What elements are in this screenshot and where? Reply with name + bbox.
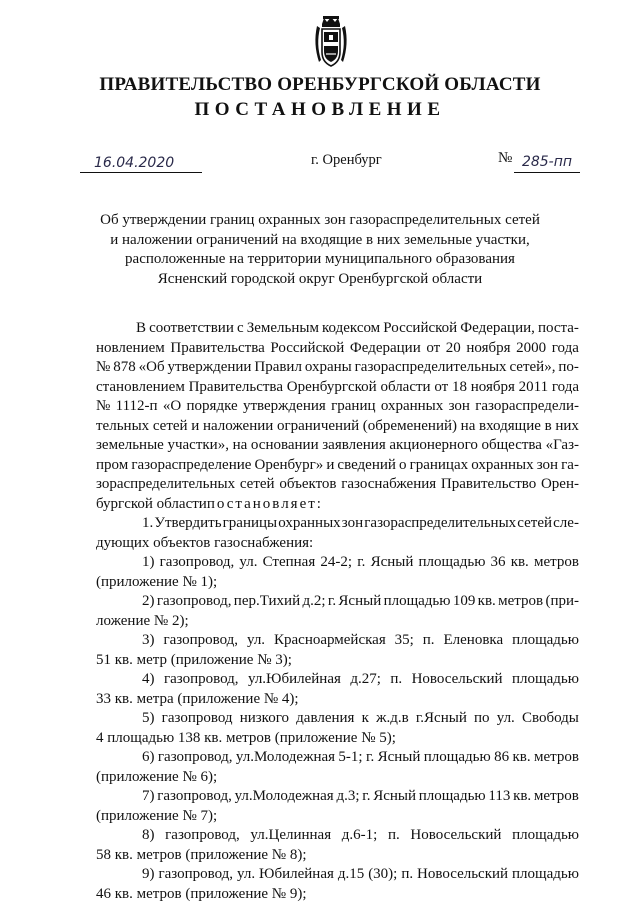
document-city: г. Оренбург bbox=[311, 152, 382, 168]
decree-verb: постановляет: bbox=[206, 495, 323, 512]
list-item: 6) газопровод, ул.Молодежная 5-1; г. Ясный площадью 86 кв. метров bbox=[142, 749, 579, 765]
list-item: 2) газопровод, пер.Тихий д.2; г. Ясный площадью 109 кв. метров (при- bbox=[142, 593, 579, 609]
list-item: 51 кв. метр (приложение № 3); bbox=[96, 651, 292, 668]
list-item: (приложение № 7); bbox=[96, 807, 218, 824]
document-title bbox=[0, 211, 640, 289]
list-item: ложение № 2); bbox=[96, 612, 189, 629]
title-line: расположенные на территории муниципального образования bbox=[125, 251, 515, 267]
preamble-line: становлением Правительства Оренбургской области от 18 ноября 2011 года bbox=[96, 378, 579, 395]
list-item: 58 кв. метров (приложение № 8); bbox=[96, 846, 307, 863]
list-item: 33 кв. метра (приложение № 4); bbox=[96, 690, 299, 707]
preamble-line: земельные участки», на основании заявления акционерного общества «Газ- bbox=[96, 437, 579, 453]
document-date: 16.04.2020 bbox=[80, 153, 202, 173]
preamble-line: № 878 «Об утверждении Правил охраны газораспределительных сетей», по- bbox=[96, 359, 579, 375]
preamble-line bbox=[96, 495, 579, 515]
preamble-line: В соответствии с Земельным кодексом Российской Федерации, поста- bbox=[136, 320, 579, 336]
list-item: 7) газопровод, ул.Молодежная д.3; г. Ясный площадью 113 кв. метров bbox=[142, 788, 579, 804]
list-item: 46 кв. метров (приложение № 9); bbox=[96, 885, 307, 902]
list-item: 5) газопровод низкого давления к ж.д.в г.Ясный по ул. Свободы bbox=[142, 710, 579, 726]
list-item: (приложение № 1); bbox=[96, 573, 218, 590]
document-number: 285-пп bbox=[514, 152, 580, 173]
list-item: (приложение № 6); bbox=[96, 768, 218, 785]
document-body bbox=[96, 319, 579, 904]
preamble-line: зораспределительных сетей объектов газоснабжения Правительство Орен- bbox=[96, 476, 579, 492]
preamble-last-text: бургской области bbox=[96, 495, 207, 512]
point-line: дующих объектов газоснабжения: bbox=[96, 534, 314, 551]
list-item: 4) газопровод, ул.Юбилейная д.27; п. Новосельский площадью bbox=[142, 671, 579, 687]
document-type: ПОСТАНОВЛЕНИЕ bbox=[194, 99, 446, 120]
list-item: 1) газопровод, ул. Степная 24-2; г. Ясный площадью 36 кв. метров bbox=[142, 554, 579, 570]
list-item: 3) газопровод, ул. Красноармейская 35; п. Еленовка площадью bbox=[142, 632, 579, 648]
point-line: 1. Утвердить границы охранных зон газораспределительных сетей сле- bbox=[142, 515, 579, 531]
list-item: 8) газопровод, ул.Целинная д.6-1; п. Новосельский площадью bbox=[142, 827, 579, 843]
coat-of-arms-emblem bbox=[311, 14, 351, 70]
orenburg-coat-of-arms-icon bbox=[311, 14, 351, 70]
title-line: и наложении ограничений на входящие в них земельные участки, bbox=[110, 231, 530, 248]
preamble-line: пром газораспределение Оренбург» и сведений о границах охранных зон га- bbox=[96, 456, 579, 473]
government-name: ПРАВИТЕЛЬСТВО ОРЕНБУРГСКОЙ ОБЛАСТИ bbox=[99, 74, 541, 95]
list-item: 9) газопровод, ул. Юбилейная д.15 (30); п. Новосельский площадью bbox=[142, 866, 579, 882]
title-line: Ясненский городской округ Оренбургской области bbox=[157, 270, 483, 287]
number-label: № bbox=[498, 150, 513, 166]
list-item: 4 площадью 138 кв. метров (приложение № 5); bbox=[96, 729, 396, 746]
title-line: Об утверждении границ охранных зон газораспределительных сетей bbox=[100, 212, 540, 228]
preamble-line: тельных сетей и наложении ограничений (обременений) на входящие в них bbox=[96, 417, 579, 434]
preamble-line: № 1112-п «О порядке утверждения границ охранных зон газораспредели- bbox=[96, 398, 579, 414]
preamble-line: новлением Правительства Российской Федерации от 20 ноября 2000 года bbox=[96, 339, 579, 356]
